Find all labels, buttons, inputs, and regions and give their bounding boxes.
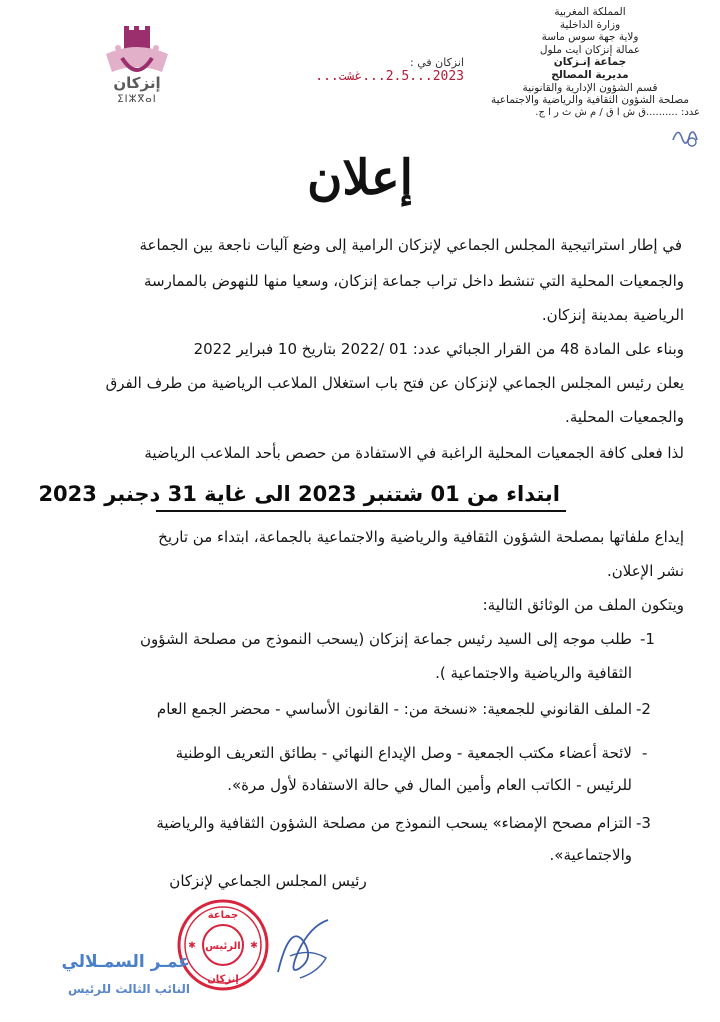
signatory-name: عمـر السمـلالي (61, 952, 190, 972)
logo-tifinagh-text: ⵉⵏⵣⴳⴰⵏ (117, 94, 157, 105)
official-stamp-icon (176, 898, 270, 992)
item-number: -3 (636, 814, 651, 832)
header-line: عمالة إنزكان ايت ملول (539, 43, 641, 56)
svg-text:الرئيس: الرئيس (205, 941, 241, 952)
item-line: طلب موجه إلى السيد رئيس جماعة إنزكان (يسحب النموذج من مصلحة الشؤون (139, 630, 632, 648)
body-line: نشر الإعلان. (606, 562, 684, 580)
date-range-highlight: ابتداء من 01 شتنبر 2023 الى غاية 31 دجنبر 2023 (38, 482, 560, 506)
body-line: إيداع ملفاتها بمصلحة الشؤون الثقافية والرياضية والاجتماعية بالجماعة، ابتداء من تاريخ (158, 528, 684, 546)
header-line: جماعة إنـزكان (553, 56, 627, 69)
item-number: -1 (640, 630, 655, 648)
item-number: - (642, 744, 648, 762)
header-line: ولاية جهة سوس ماسة (541, 31, 639, 44)
body-line: الرياضية بمدينة إنزكان. (541, 306, 684, 324)
item-line: التزام مصحح الإمضاء» يسحب النموذج من مصلحة الشؤون الثقافية والرياضية (156, 814, 632, 832)
signatory-title: رئيس المجلس الجماعي لإنزكان (169, 872, 367, 890)
item-line: لائحة أعضاء مكتب الجمعية - وصل الإيداع النهائي - بطائق التعريف الوطنية (175, 744, 632, 762)
date-value: 2023...2.5...غشت... (315, 69, 464, 84)
handwritten-number-scribble (670, 120, 700, 150)
date-line (264, 56, 464, 84)
body-line: وبناء على المادة 48 من القرار الجبائي عدد: 01 /2022 بتاريخ 10 فبراير 2022 (193, 340, 684, 358)
svg-text:✱: ✱ (188, 941, 196, 951)
announcement-title: إعلان (307, 150, 413, 206)
body-line: والجمعيات المحلية. (565, 408, 684, 426)
item-line: للرئيس - الكاتب العام وأمين المال في حالة الاستفادة لأول مرة». (227, 776, 632, 794)
reference-number: عدد: ..........ق ش ا ق / م ش ث ر ا ج. (535, 106, 700, 118)
header-line: المملكة المغربية (554, 6, 626, 18)
item-line: الملف القانوني للجمعية: «نسخة من: - القانون الأساسي - محضر الجمع العام (156, 700, 632, 718)
handwritten-signature-icon (270, 912, 336, 984)
item-line: الثقافية والرياضية والاجتماعية ). (435, 664, 632, 682)
logo-text: إنزكان (113, 74, 161, 92)
svg-text:جماعة: جماعة (207, 910, 239, 921)
header-line: وزارة الداخلية (559, 18, 621, 31)
item-number: -2 (636, 700, 651, 718)
body-line: لذا فعلى كافة الجمعيات المحلية الراغبة في الاستفادة من حصص بأحد الملاعب الرياضية (144, 444, 684, 462)
highlight-underline (156, 510, 566, 512)
body-line: يعلن رئيس المجلس الجماعي لإنزكان عن فتح باب استغلال الملاعب الرياضية من طرف الفرق (105, 374, 684, 392)
official-header (480, 6, 700, 119)
date-label: انزكان في : (410, 56, 464, 69)
item-line: والاجتماعية». (549, 846, 632, 864)
svg-text:إنزكان: إنزكان (207, 974, 239, 985)
signatory-role: النائب الثالث للرئيس (67, 982, 190, 996)
body-line: والجمعيات المحلية التي تنشط داخل تراب جماعة إنزكان، وسعيا منها للنهوض بالممارسة (144, 272, 684, 290)
body-line: ويتكون الملف من الوثائق التالية: (482, 596, 684, 614)
svg-text:✱: ✱ (250, 941, 258, 951)
body-line: في إطار استراتيجية المجلس الجماعي لإنزكان الرامية إلى وضع آليات ناجعة بين الجماعة (139, 236, 682, 254)
header-line: مديرية المصالح (551, 68, 629, 81)
header-line: مصلحة الشؤون الثقافية والرياضية والاجتماعية (490, 94, 690, 107)
header-line: قسم الشؤون الإدارية والقانونية (522, 81, 658, 94)
